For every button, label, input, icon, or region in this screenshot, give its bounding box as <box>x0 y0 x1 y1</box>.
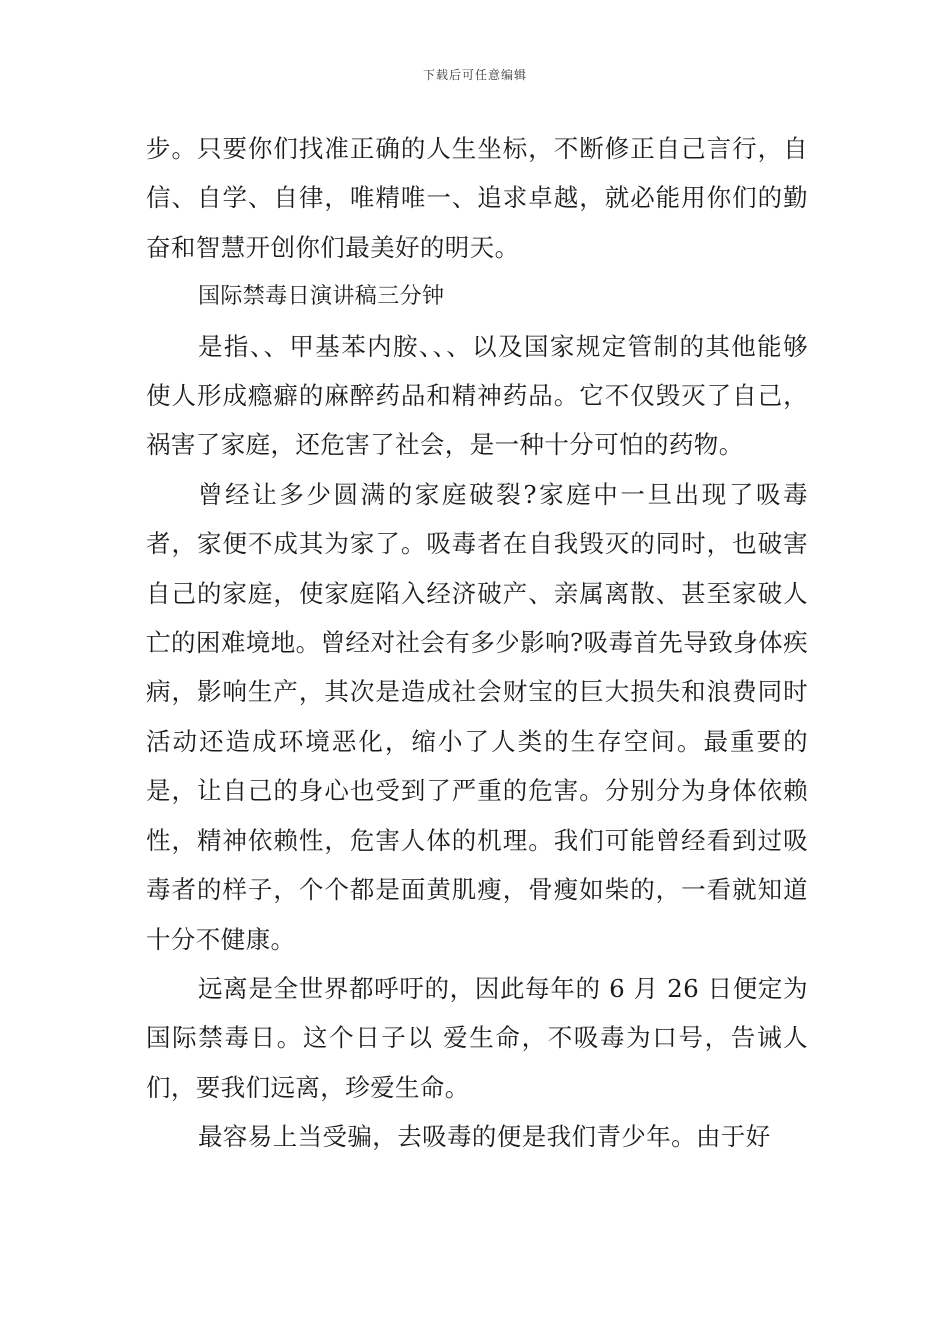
section-title: 国际禁毒日演讲稿三分钟 <box>198 284 445 310</box>
paragraph-harm: 曾经让多少圆满的家庭破裂?家庭中一旦出现了吸毒者，家便不成其为家了。吸毒者在自我毁灭的同时，也破害自己的家庭，使家庭陷入经济破产、亲属离散、甚至家破人亡的困难境地。曾经对社会有多少影响?吸毒首先导致身体疾病，影响生产，其次是造成社会财宝的巨大损失和浪费同时活动还造成环境恶化，缩小了人类的生存空间。最重要的是，让自己的身心也受到了严重的危害。分别分为身体依赖性，精神依赖性，危害人体的机理。我们可能曾经看到过吸毒者的样子，个个都是面黄肌瘦，骨瘦如柴的，一看就知道十分不健康。 <box>146 479 808 954</box>
paragraph-youth: 最容易上当受骗，去吸毒的便是我们青少年。由于好 <box>198 1122 771 1152</box>
paragraph-anti-drug-day: 远离是全世界都呼吁的，因此每年的 6 月 26 日便定为国际禁毒日。这个日子以 爱生命，不吸毒为口号，告诫人们，要我们远离，珍爱生命。 <box>146 973 808 1102</box>
document-body <box>146 124 808 1162</box>
paragraph-continuation: 步。只要你们找准正确的人生坐标，不断修正自己言行，自信、自学、自律，唯精唯一、追求卓越，就必能用你们的勤奋和智慧开创你们最美好的明天。 <box>146 134 808 262</box>
page-header: 下载后可任意编辑 <box>422 68 527 82</box>
paragraph-definition: 是指、、甲基苯内胺、、、以及国家规定管制的其他能够使人形成瘾癖的麻醉药品和精神药品。它不仅毁灭了自己，祸害了家庭，还危害了社会，是一种十分可怕的药物。 <box>146 331 808 460</box>
